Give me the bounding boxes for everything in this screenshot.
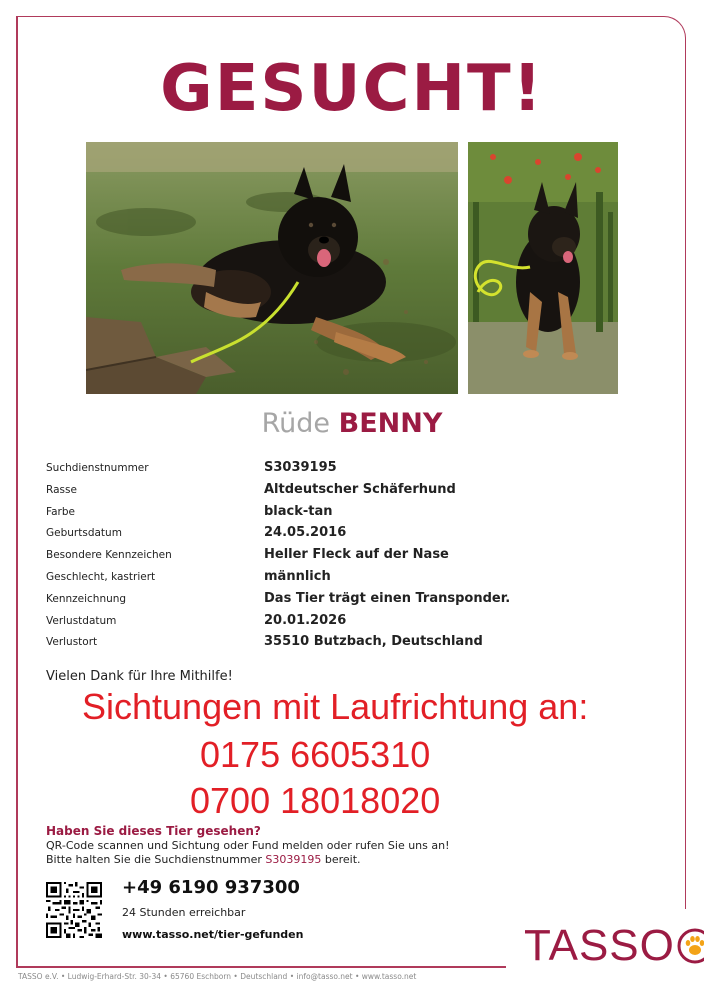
seen-reference-line	[46, 853, 361, 866]
detail-value: 35510 Butzbach, Deutschland	[264, 634, 483, 650]
frame-bottom-border	[16, 966, 506, 968]
detail-label: Rasse	[46, 483, 77, 496]
detail-row-color	[46, 502, 666, 524]
detail-row-search-id	[46, 458, 666, 480]
dog-photo-sitting	[468, 142, 618, 394]
detail-label: Suchdienstnummer	[46, 462, 149, 474]
detail-label: Geburtsdatum	[46, 527, 122, 540]
seen-reference-suffix: bereit.	[324, 853, 361, 866]
detail-row-loss-date	[46, 611, 666, 633]
phone-number-2[interactable]: 0700 18018020	[190, 780, 441, 821]
detail-value: Das Tier trägt einen Transponder.	[264, 590, 511, 606]
detail-value: Altdeutscher Schäferhund	[264, 481, 456, 497]
detail-row-sex	[46, 567, 666, 589]
detail-row-marking	[46, 589, 666, 611]
logo-text: TASSO	[524, 921, 675, 970]
hotline-number[interactable]: +49 6190 937300	[122, 877, 300, 898]
dog-sex: Rüde	[261, 408, 331, 439]
detail-label: Besondere Kennzeichen	[46, 549, 172, 562]
tasso-logo	[524, 922, 704, 970]
qr-code-icon[interactable]	[46, 882, 102, 938]
details-table	[46, 458, 666, 654]
website-link[interactable]: www.tasso.net/tier-gefunden	[122, 928, 304, 941]
detail-value: S3039195	[264, 460, 337, 475]
detail-row-features	[46, 545, 666, 567]
seen-instructions: QR-Code scannen und Sichtung oder Fund melden oder rufen Sie uns an!	[46, 839, 450, 852]
detail-value: 24.05.2016	[264, 525, 347, 541]
footer-address: TASSO e.V. • Ludwig-Erhard-Str. 30-34 • 65760 Eschborn • Deutschland • info@tasso.net • www.tasso.net	[18, 972, 417, 981]
detail-label: Geschlecht, kastriert	[46, 570, 156, 583]
detail-label: Verlustdatum	[46, 614, 117, 627]
detail-value: 20.01.2026	[264, 612, 347, 628]
seen-reference-prefix: Bitte halten Sie die Suchdienstnummer	[46, 853, 262, 866]
detail-label: Kennzeichnung	[46, 592, 127, 605]
headline: GESUCHT!	[160, 52, 544, 126]
thanks-text: Vielen Dank für Ihre Mithilfe!	[46, 669, 233, 684]
detail-row-loss-place	[46, 632, 666, 654]
detail-label: Verlustort	[46, 636, 98, 649]
dog-photo-lying	[86, 142, 458, 394]
detail-value: männlich	[264, 568, 331, 584]
hotline-hours: 24 Stunden erreichbar	[122, 906, 246, 919]
paw-icon	[677, 928, 704, 964]
sighting-heading: Sichtungen mit Laufrichtung an:	[82, 686, 589, 727]
dog-title	[0, 408, 704, 439]
detail-value: black-tan	[264, 503, 333, 519]
detail-row-breed	[46, 480, 666, 502]
detail-label: Farbe	[46, 505, 75, 518]
detail-row-birthdate	[46, 523, 666, 545]
seen-question: Haben Sie dieses Tier gesehen?	[46, 824, 261, 838]
detail-value: Heller Fleck auf der Nase	[264, 547, 449, 563]
phone-number-1[interactable]: 0175 6605310	[200, 734, 431, 775]
seen-reference-id: S3039195	[265, 853, 322, 866]
dog-name: BENNY	[338, 408, 443, 439]
